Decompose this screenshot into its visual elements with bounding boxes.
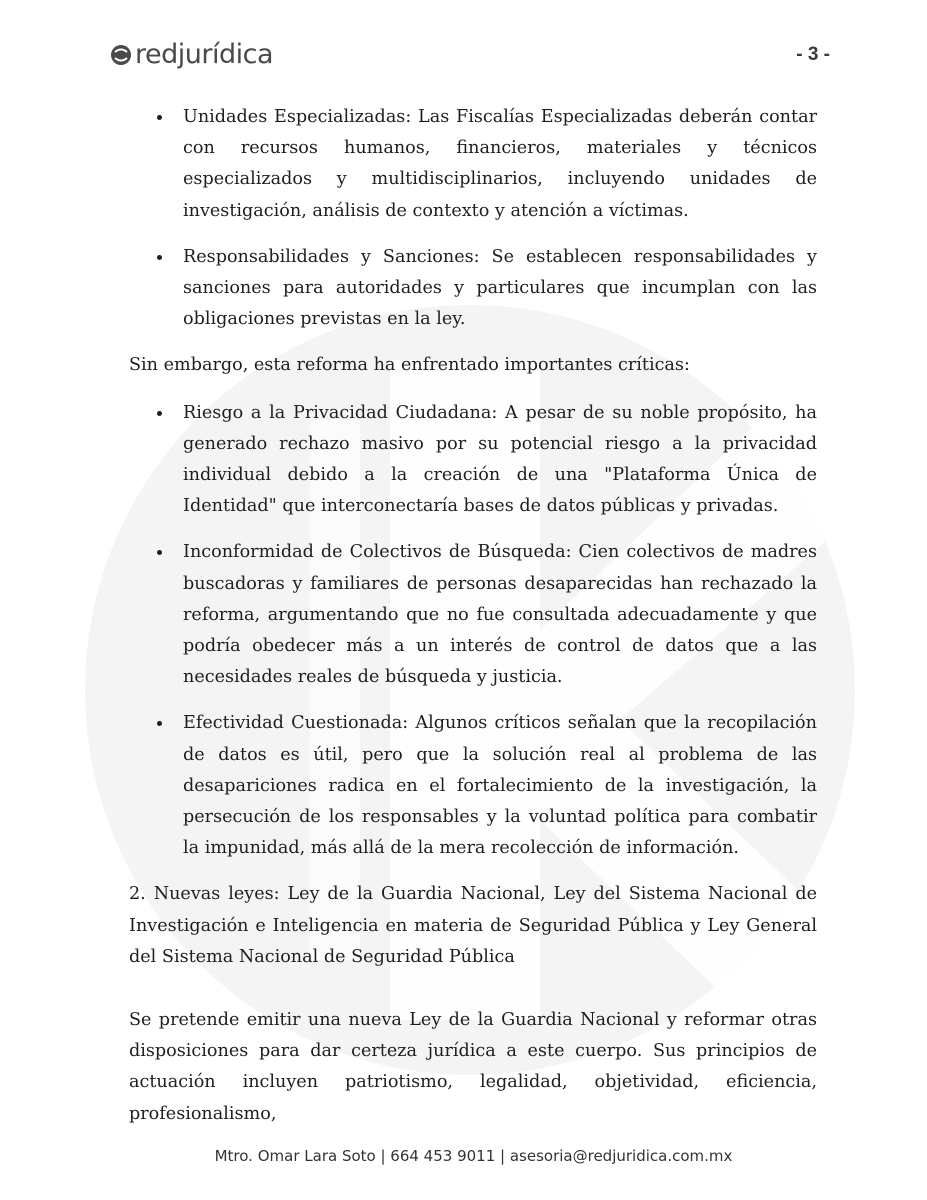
logo-mark-icon <box>110 44 132 66</box>
logo-text: redjurídica <box>135 39 274 70</box>
body-paragraph: Se pretende emitir una nueva Ley de la Guardia Nacional y reformar otras disposiciones para dar certeza jurídica a este cuerpo. Sus principios de actuación incluyen patriotismo, legalidad, objetividad, eficiencia, profesionalismo, <box>129 1010 817 1124</box>
list-item: Riesgo a la Privacidad Ciudadana: A pesar de su noble propósito, ha generado rechazo masivo por su potencial riesgo a la privacidad individual debido a la creación de una "Plataforma Única de Identidad" que interconectaría bases de datos públicas y privadas. <box>129 398 817 523</box>
list-item: Inconformidad de Colectivos de Búsqueda: Cien colectivos de madres buscadoras y familiares de personas desaparecidas han rechazado la reforma, argumentando que no fue consultada adecuadamente y que podría obedecer más a un interés de control de datos que a las necesidades reales de búsqueda y justicia. <box>129 537 817 693</box>
logo <box>110 38 273 72</box>
list-item: Unidades Especializadas: Las Fiscalías Especializadas deberán contar con recursos humanos, financieros, materiales y técnicos especializados y multidisciplinarios, incluyendo unidades de investigación, análisis de contexto y atención a víctimas. <box>129 102 817 227</box>
bullet-list-criticisms <box>129 398 817 865</box>
bullet-list-reform-provisions <box>129 102 817 335</box>
page-header <box>110 38 830 78</box>
list-item: Responsabilidades y Sanciones: Se establecen responsabilidades y sanciones para autoridades y particulares que incumplan con las obligaciones previstas en la ley. <box>129 242 817 336</box>
list-item: Efectividad Cuestionada: Algunos críticos señalan que la recopilación de datos es útil, pero que la solución real al problema de las desapariciones radica en el fortalecimiento de la investigación, la persecución de los responsables y la voluntad política para combatir la impunidad, más allá de la mera recolección de información. <box>129 708 817 864</box>
page-number: - 3 - <box>796 44 830 65</box>
section-heading: 2. Nuevas leyes: Ley de la Guardia Nacional, Ley del Sistema Nacional de Investigación e Inteligencia en materia de Seguridad Pública y Ley General del Sistema Nacional de Seguridad Pública <box>129 884 817 967</box>
criticism-intro: Sin embargo, esta reforma ha enfrentado importantes críticas: <box>129 355 690 376</box>
page-footer: Mtro. Omar Lara Soto | 664 453 9011 | asesoria@redjuridica.com.mx <box>214 1147 733 1165</box>
document-body <box>129 102 817 1130</box>
